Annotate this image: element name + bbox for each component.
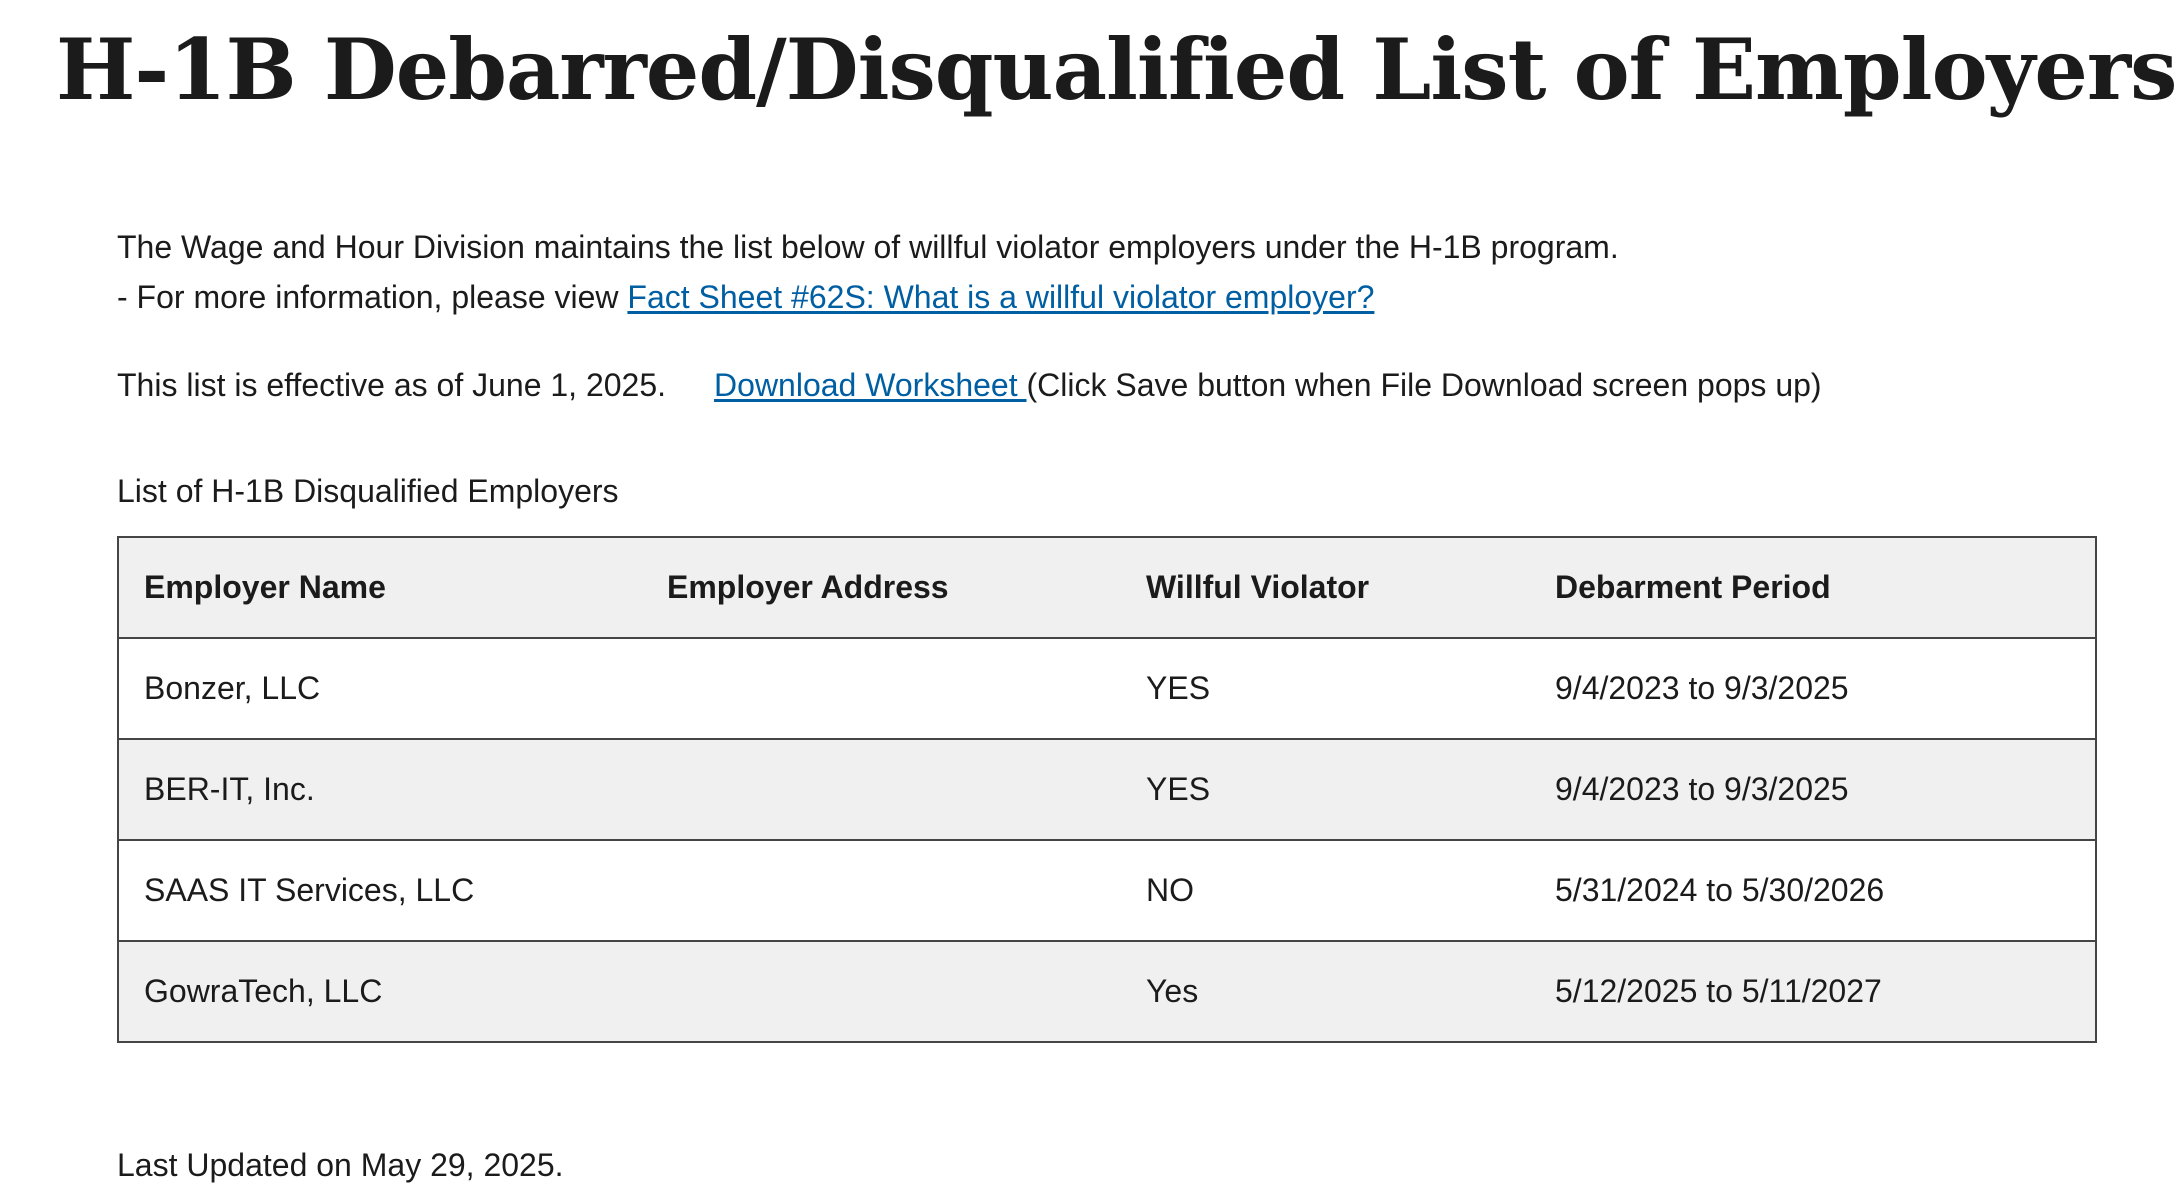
employer-name-cell: Bonzer, LLC xyxy=(118,638,642,739)
intro-text: The Wage and Hour Division maintains the list below of willful violator employers under the H-1B program. xyxy=(117,229,1619,265)
employer-name-cell: SAAS IT Services, LLC xyxy=(118,840,642,941)
fact-sheet-link[interactable]: Fact Sheet #62S: What is a willful violator employer? xyxy=(627,279,1375,315)
willful-violator-cell: Yes xyxy=(1121,941,1530,1042)
employer-name-cell: GowraTech, LLC xyxy=(118,941,642,1042)
effective-date-text: This list is effective as of June 1, 2025. xyxy=(117,367,667,403)
header-employer-address: Employer Address xyxy=(642,537,1121,638)
disqualified-employers-table xyxy=(117,536,2097,1043)
intro-section xyxy=(117,222,1619,322)
table-row xyxy=(118,638,2096,739)
table-row xyxy=(118,739,2096,840)
debarment-period-cell: 9/4/2023 to 9/3/2025 xyxy=(1530,638,2096,739)
debarment-period-cell: 5/31/2024 to 5/30/2026 xyxy=(1530,840,2096,941)
debarment-period-cell: 5/12/2025 to 5/11/2027 xyxy=(1530,941,2096,1042)
employer-address-cell xyxy=(642,638,1121,739)
employer-address-cell xyxy=(642,941,1121,1042)
last-updated: Last Updated on May 29, 2025. xyxy=(117,1147,564,1183)
employer-name-cell: BER-IT, Inc. xyxy=(118,739,642,840)
table-caption: List of H-1B Disqualified Employers xyxy=(117,473,619,509)
employer-address-cell xyxy=(642,739,1121,840)
page-title: H-1B Debarred/Disqualified List of Employers xyxy=(56,20,2177,119)
table-header-row xyxy=(118,537,2096,638)
willful-violator-cell: YES xyxy=(1121,638,1530,739)
download-worksheet-link[interactable]: Download Worksheet xyxy=(714,367,1027,403)
willful-violator-cell: NO xyxy=(1121,840,1530,941)
header-willful-violator: Willful Violator xyxy=(1121,537,1530,638)
willful-violator-cell: YES xyxy=(1121,739,1530,840)
table-row xyxy=(118,941,2096,1042)
download-note: (Click Save button when File Download screen pops up) xyxy=(1026,367,1822,403)
more-info-line xyxy=(117,272,1619,322)
employer-address-cell xyxy=(642,840,1121,941)
header-debarment-period: Debarment Period xyxy=(1530,537,2096,638)
table-row xyxy=(118,840,2096,941)
debarment-period-cell: 9/4/2023 to 9/3/2025 xyxy=(1530,739,2096,840)
effective-line xyxy=(117,360,1822,410)
header-employer-name: Employer Name xyxy=(118,537,642,638)
more-info-prefix: - For more information, please view xyxy=(117,279,628,315)
